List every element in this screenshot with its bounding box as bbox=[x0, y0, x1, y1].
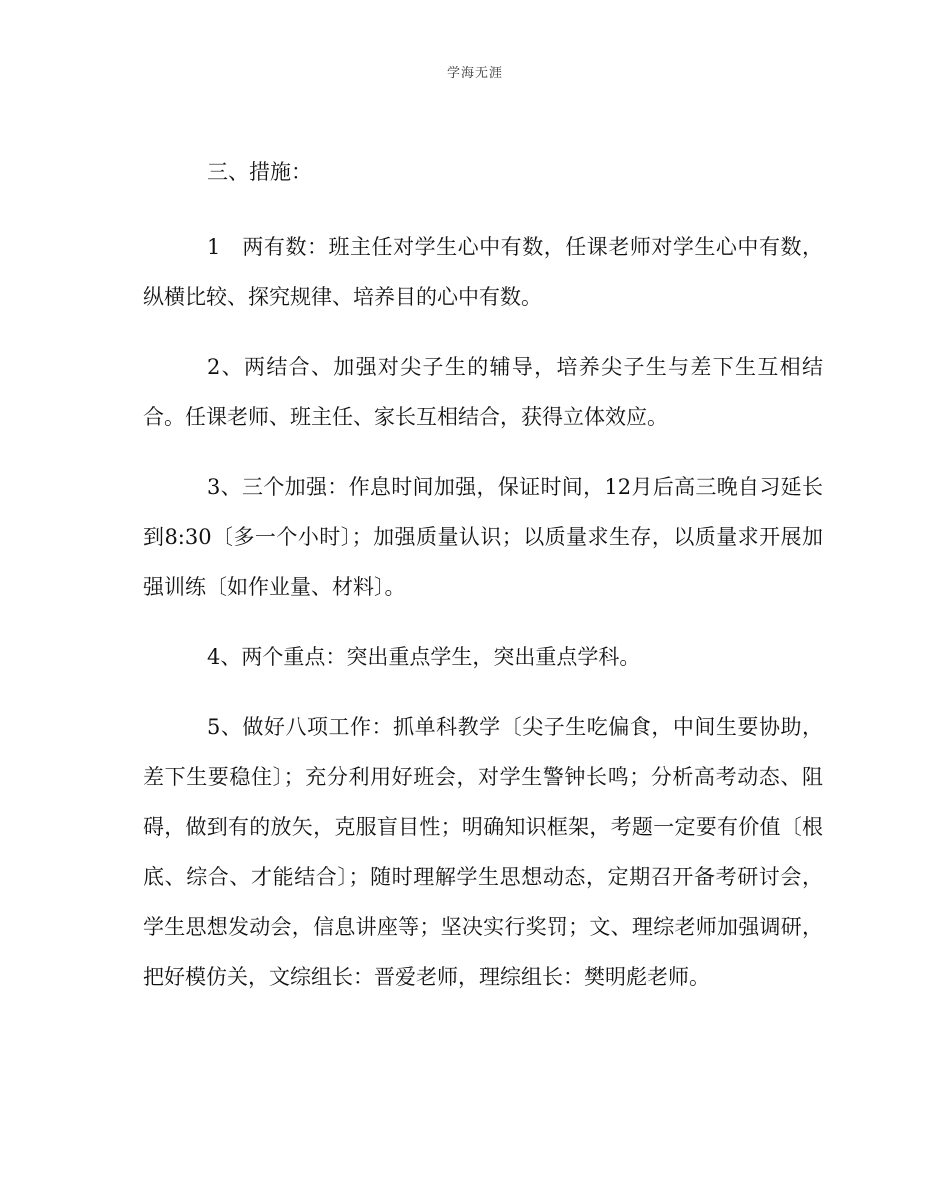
paragraph-3: 3、三个加强：作息时间加强，保证时间，12月后高三晚自习延长到8:30〔多一个小时〕；加强质量认识；以质量求生存，以质量求开展加强训练〔如作业量、材料〕。 bbox=[143, 475, 823, 599]
paragraph-2: 2、两结合、加强对尖子生的辅导，培养尖子生与差下生互相结合。任课老师、班主任、家长互相结合，获得立体效应。 bbox=[143, 355, 823, 429]
document-body bbox=[143, 150, 823, 1022]
section-title: 三、措施： bbox=[207, 160, 312, 184]
paragraph-5: 5、做好八项工作：抓单科教学〔尖子生吃偏食，中间生要协助，差下生要稳住〕；充分利用好班会，对学生警钟长鸣；分析高考动态、阻碍，做到有的放矢，克服盲目性；明确知识框架，考题一定要有价值〔根底、综合、才能结合〕；随时理解学生思想动态，定期召开备考研讨会，学生思想发动会，信息讲座等；坚决实行奖罚；文、理综老师加强调研，把好模仿关，文综组长：晋爱老师，理综组长：樊明彪老师。 bbox=[143, 715, 823, 989]
page-header: 学海无涯 bbox=[446, 66, 503, 81]
paragraph-1: 1 两有数：班主任对学生心中有数，任课老师对学生心中有数，纵横比较、探究规律、培养目的心中有数。 bbox=[143, 235, 823, 309]
paragraph-4: 4、两个重点：突出重点学生，突出重点学科。 bbox=[207, 645, 641, 669]
